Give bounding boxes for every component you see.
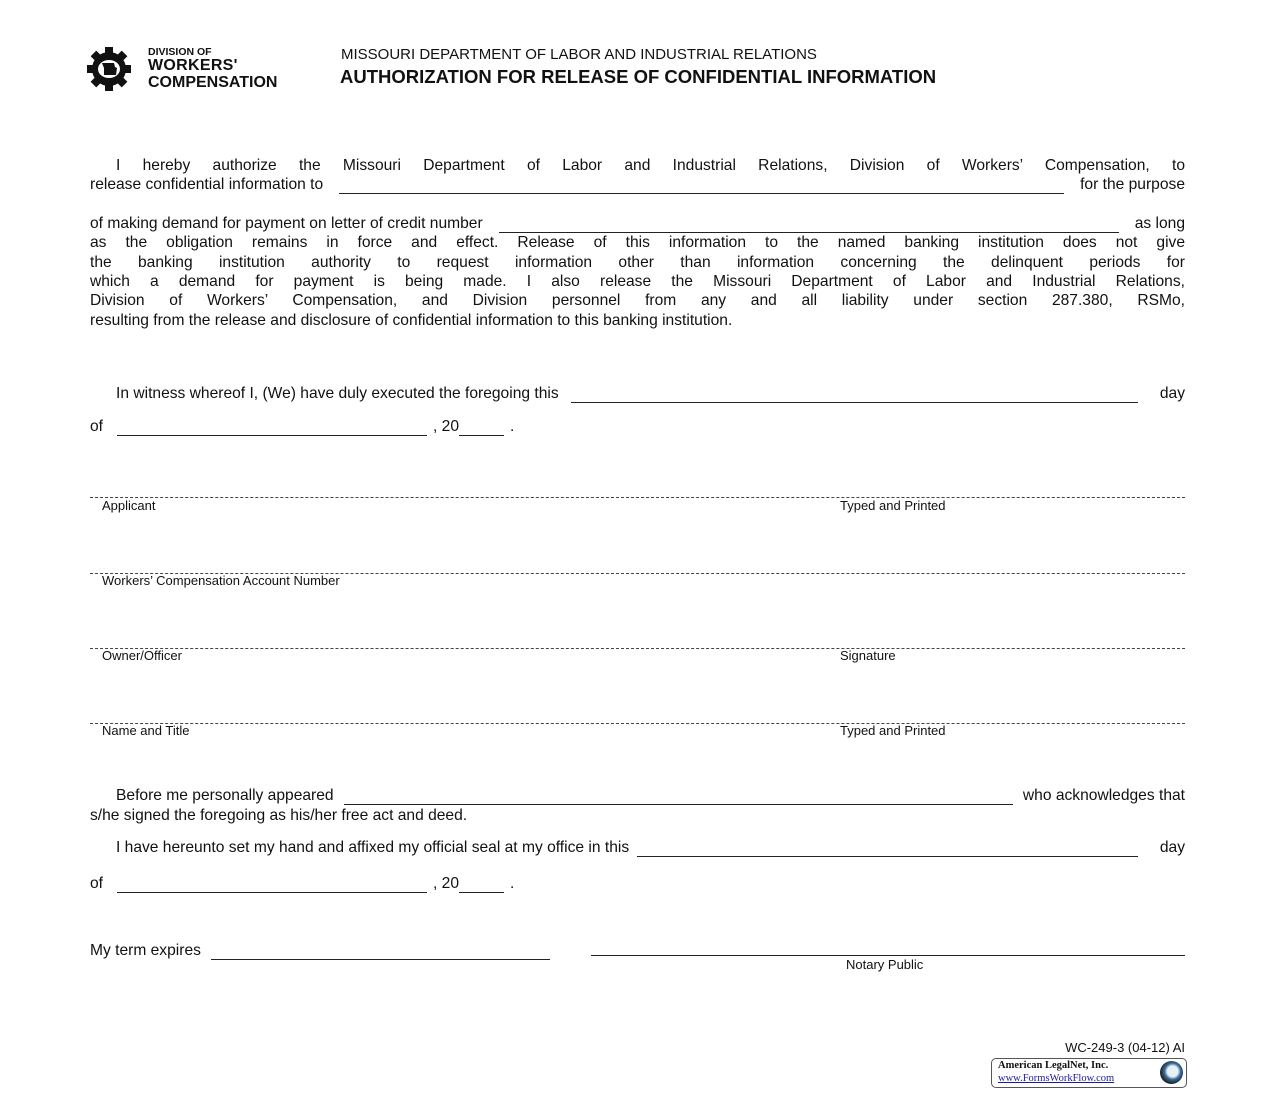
notary-text: Before me personally appeared bbox=[116, 787, 334, 804]
owner-label: Owner/Officer bbox=[102, 648, 182, 663]
globe-icon bbox=[1160, 1061, 1183, 1084]
notary-public-label: Notary Public bbox=[846, 957, 924, 972]
notary-signature-line[interactable] bbox=[591, 955, 1185, 956]
year-label: , 20 bbox=[433, 875, 460, 892]
notary-text: s/he signed the foregoing as his/her free act and deed. bbox=[90, 807, 468, 824]
para-line: the banking institution authority to request information other than information concerning the delinquent periods for bbox=[90, 254, 1185, 271]
of-label: of bbox=[90, 418, 104, 435]
form-id: WC-249-3 (04-12) AI bbox=[1065, 1040, 1185, 1055]
para-line: Division of Workers’ Compensation, and Division personnel from any and all liability under section 287.380, RSMo, bbox=[90, 292, 1185, 309]
para-text: release confidential information to bbox=[90, 176, 324, 193]
year-label: , 20 bbox=[433, 418, 460, 435]
period: . bbox=[510, 875, 515, 892]
term-expires-field[interactable] bbox=[211, 945, 550, 960]
gear-icon bbox=[86, 46, 132, 92]
owner-line[interactable] bbox=[90, 648, 1185, 649]
witness-text: In witness whereof I, (We) have duly executed the foregoing this bbox=[116, 385, 559, 402]
company-url[interactable]: www.FormsWorkFlow.com bbox=[998, 1073, 1115, 1084]
credit-number-field[interactable] bbox=[499, 218, 1119, 233]
logo-line1: DIVISION OF bbox=[148, 46, 212, 58]
logo-line3: COMPENSATION bbox=[148, 74, 278, 91]
company-name: American LegalNet, Inc. bbox=[998, 1060, 1109, 1071]
legalnet-badge[interactable] bbox=[991, 1058, 1187, 1088]
notary-text: I have hereunto set my hand and affixed my official seal at my office in this bbox=[116, 839, 630, 856]
day-label: day bbox=[1159, 839, 1185, 856]
year-field[interactable] bbox=[459, 421, 504, 436]
para-line: as the obligation remains in force and effect. Release of this information to the named banking institution does not give bbox=[90, 234, 1185, 251]
logo bbox=[86, 46, 311, 90]
day-field[interactable] bbox=[571, 388, 1138, 403]
appeared-name-field[interactable] bbox=[344, 790, 1013, 805]
notary-day-field[interactable] bbox=[637, 842, 1138, 857]
recipient-field[interactable] bbox=[339, 179, 1064, 194]
of-label: of bbox=[90, 875, 104, 892]
para-line: which a demand for payment is being made. I also release the Missouri Department of Labor and Industrial Relations, bbox=[90, 273, 1185, 290]
notary-month-field[interactable] bbox=[117, 878, 427, 893]
para-line: resulting from the release and disclosure of confidential information to this banking institution. bbox=[90, 312, 733, 329]
notary-year-field[interactable] bbox=[459, 878, 504, 893]
para-text: of making demand for payment on letter of credit number bbox=[90, 215, 483, 232]
department-name: MISSOURI DEPARTMENT OF LABOR AND INDUSTRIAL RELATIONS bbox=[341, 46, 817, 63]
typed-printed-label: Typed and Printed bbox=[840, 723, 946, 738]
logo-line2: WORKERS' bbox=[148, 57, 238, 74]
signature-label: Signature bbox=[840, 648, 896, 663]
applicant-label: Applicant bbox=[102, 498, 156, 513]
typed-printed-label: Typed and Printed bbox=[840, 498, 946, 513]
day-label: day bbox=[1159, 385, 1185, 402]
para-line: I hereby authorize the Missouri Department of Labor and Industrial Relations, Division of Workers’ Compensation, to bbox=[116, 157, 1185, 174]
account-number-label: Workers’ Compensation Account Number bbox=[102, 573, 340, 588]
name-title-label: Name and Title bbox=[102, 723, 190, 738]
para-text: for the purpose bbox=[1080, 176, 1185, 193]
period: . bbox=[510, 418, 515, 435]
para-text: as long bbox=[1134, 215, 1185, 232]
applicant-line[interactable] bbox=[90, 497, 1185, 498]
notary-text: who acknowledges that bbox=[1022, 787, 1185, 804]
term-expires-label: My term expires bbox=[90, 942, 201, 959]
page-title: AUTHORIZATION FOR RELEASE OF CONFIDENTIAL INFORMATION bbox=[340, 66, 937, 87]
month-field[interactable] bbox=[117, 421, 427, 436]
name-title-line[interactable] bbox=[90, 723, 1185, 724]
